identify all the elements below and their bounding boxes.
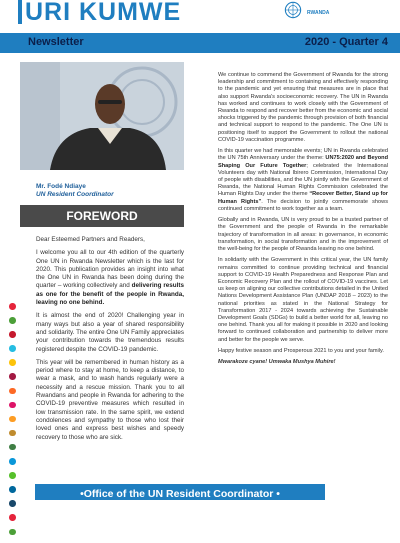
masthead-accent-bar xyxy=(18,0,22,24)
paragraph xyxy=(36,249,184,307)
foreword-heading: FOREWORD xyxy=(20,205,184,227)
sdg-dot xyxy=(9,514,16,521)
sdg-dot xyxy=(9,529,16,536)
closing-line xyxy=(218,359,388,366)
paragraph-text: . The decision to jointly commemorate shows continued commitment to work together as a team. xyxy=(218,198,388,212)
coordinator-photo xyxy=(20,62,184,170)
caption-role: UN Resident Coordinator xyxy=(36,191,114,198)
sdg-dot xyxy=(9,472,16,479)
sdg-dot xyxy=(9,416,16,423)
sdg-dot xyxy=(9,402,16,409)
paragraph xyxy=(218,148,388,213)
paragraph: We continue to commend the Government of Rwanda for the strong leadership and commitment to containing and effectively responding to the pandemic and yet ensuring that measures are in place that also support Rwanda's socioeconomic recovery. The UN in Rwanda has worked and continues to work closely with the Government of Rwanda to respond and recover better from the economic and social shocks triggered by the pandemic through provision of both financial and technical support to respond to the pandemic. The One UN is positioning itself to support the Government to rollout the national COVID-19 vaccination programme. xyxy=(218,72,388,143)
sdg-dot xyxy=(9,486,16,493)
caption-name: Mr. Fodé Ndiaye xyxy=(36,183,86,190)
sdg-dot xyxy=(9,500,16,507)
sdg-dot xyxy=(9,458,16,465)
closing-text: Mwarakoze cyane! Umwaka Mushya Muhire! xyxy=(218,359,336,366)
paragraph: This year will be remembered in human history as a period where to stay at home, to keep a distance, to wear a mask, and to wash hands regularly were a necessity and a rescue mission. Thank you to all Rwandans and people in Rwanda for adhering to the COVID-19 preventive measures which resulted in low transmission rate. In the same spirit, we extend condolences and sympathy to those who lost their loved ones and express best wishes and speedy recovery to those who are sick. xyxy=(36,358,184,441)
greeting: Dear Esteemed Partners and Readers, xyxy=(36,236,145,243)
foreword-left-column xyxy=(36,236,184,447)
paragraph: In solidarity with the Government in this critical year, the UN family remains committed to continue providing technical and financial support to COVID-19 Health Preparedness and Response Plan and Economic Recovery Plan and the rollout of COVID-19 vaccines. Let us keep on aligning our collective contributions detailed in the United Nations Development Assistance Plan (UNDAP 2018 – 2023) to the national priorities as stated in the National Strategy for Transformation 2017 - 2024 towards achieving the Sustainable Development Goals (SDGs) to build a better world for all, leaving no one behind. Thank you all for making it possible in 2020 and looking forward to continued collaboration and partnership to deliver more and better for the people we serve. xyxy=(218,257,388,343)
photo-caption xyxy=(36,183,114,199)
masthead xyxy=(0,0,400,30)
sdg-dot xyxy=(9,373,16,380)
sdg-dot xyxy=(9,303,16,310)
ribbon-newsletter-label: Newsletter xyxy=(28,36,84,48)
un-emblem-icon xyxy=(284,1,302,19)
sdg-dot xyxy=(9,444,16,451)
sdg-dot xyxy=(9,430,16,437)
paragraph-text: I welcome you all to our 4th edition of the quarterly One UN in Rwanda Newsletter which is the last for 2020. This publication provides an insight into what the One UN in Rwanda has been doing during the quarter – working collectively and xyxy=(36,249,184,290)
sdg-dot xyxy=(9,388,16,395)
paragraph-bold-text: “Recover Better, Stand up for Human Rights” xyxy=(218,191,388,205)
sdg-dot xyxy=(9,331,16,338)
foreword-right-column xyxy=(218,72,388,371)
footer-office-banner: •Office of the UN Resident Coordinator • xyxy=(35,484,325,500)
issue-ribbon xyxy=(0,33,400,53)
paragraph: Globally and in Rwanda, UN is very proud to be a trusted partner of the Government and the people of Rwanda in the remarkable trajectory of transformation in all areas: in governance, in economic transformation, in social transformation and in the improvement of the well-being for the people of Rwanda leaving no one behind. xyxy=(218,217,388,253)
paragraph: Happy festive season and Prosperous 2021 to you and your family. xyxy=(218,348,384,355)
paragraph: It is almost the end of 2020! Challenging year in many ways but also a year of shared responsibility and solidarity. The entire One UN Family appreciates your contribution towards the tremendous results registered despite the COVID-19 pandemic. xyxy=(36,312,184,353)
sdg-dot xyxy=(9,345,16,352)
sdg-dot xyxy=(9,317,16,324)
un-country-label: RWANDA xyxy=(307,10,330,16)
paragraph-bold-text: UN75:2020 and Beyond Shaping Our Future Together xyxy=(218,155,388,169)
ribbon-issue-label: 2020 - Quarter 4 xyxy=(304,36,388,48)
paragraph-text: In this quarter we had memorable events; UN in Rwanda celebrated the UN 75th Anniversary under the theme: xyxy=(218,148,388,162)
sdg-color-dots xyxy=(9,303,17,543)
newsletter-title: URI KUMWE xyxy=(25,0,182,26)
sdg-dot xyxy=(9,359,16,366)
paragraph-text: ; celebrated the International Volunteers day with National Ibirero Commission, International Day of people with disabilities, and the UN jointly with the Government of Rwanda, the National Human Rights Commission celebrated the Human Rights Day under the theme xyxy=(218,162,388,198)
paragraph-bold-text: delivering results as one for the benefit of the people in Rwanda, leaving no one behind. xyxy=(36,282,184,307)
